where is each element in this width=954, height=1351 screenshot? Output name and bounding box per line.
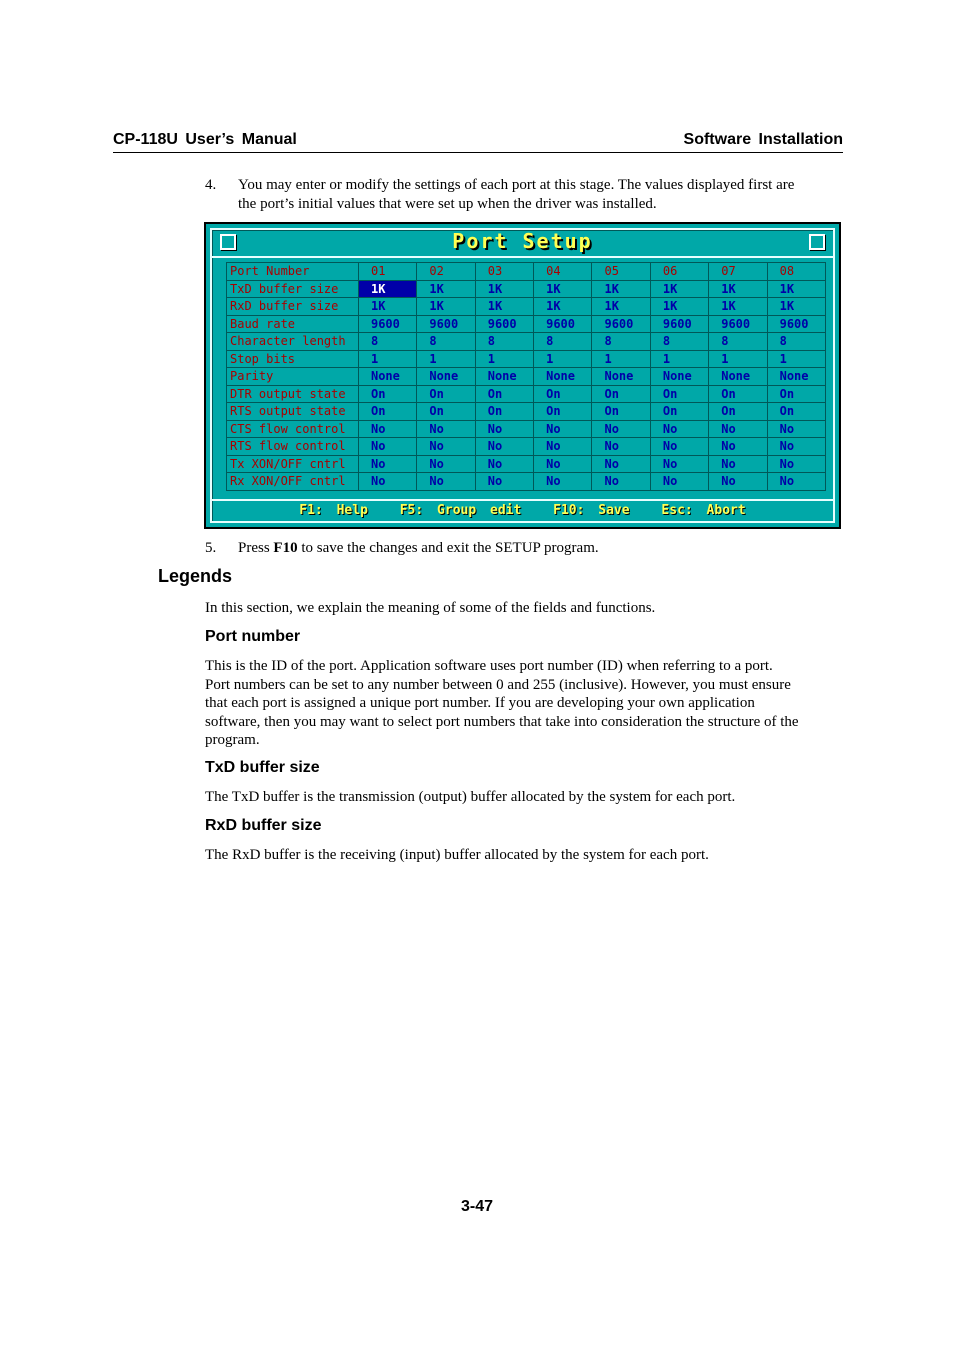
setting-value-cell[interactable]: 1K (534, 298, 592, 316)
settings-row (227, 403, 826, 421)
setting-value-cell[interactable]: 1 (709, 350, 767, 368)
step-text (238, 539, 599, 558)
setting-label: Character length (227, 333, 359, 351)
setting-value-cell[interactable]: No (534, 455, 592, 473)
port-number-text (205, 657, 845, 750)
rxd-text: The RxD buffer is the receiving (input) buffer allocated by the system for each port. (205, 847, 709, 863)
settings-row (227, 420, 826, 438)
setting-value-cell[interactable]: No (592, 420, 650, 438)
setting-value-cell[interactable]: No (534, 420, 592, 438)
key-abort[interactable]: Esc: Abort (661, 503, 746, 518)
setting-value-cell[interactable]: 9600 (417, 315, 475, 333)
settings-row (227, 385, 826, 403)
setting-value-cell[interactable]: 8 (709, 333, 767, 351)
function-key-bar (212, 499, 833, 523)
setting-value-cell[interactable]: No (709, 438, 767, 456)
port-number-cell: 06 (650, 263, 708, 281)
setting-label: RTS output state (227, 403, 359, 421)
setting-value-cell[interactable]: 1 (650, 350, 708, 368)
setting-value-cell[interactable]: No (475, 438, 533, 456)
setting-value-cell[interactable]: On (592, 385, 650, 403)
setting-value-cell[interactable]: 8 (592, 333, 650, 351)
setting-value-cell[interactable]: 8 (650, 333, 708, 351)
setting-value-cell[interactable]: 8 (475, 333, 533, 351)
settings-row (227, 280, 826, 298)
port-number-cell: 08 (767, 263, 825, 281)
setting-value-cell[interactable]: None (767, 368, 825, 386)
setting-value-cell[interactable]: No (534, 438, 592, 456)
setting-value-cell[interactable]: No (767, 438, 825, 456)
setting-value-cell[interactable]: No (417, 473, 475, 491)
setting-value-cell[interactable]: 9600 (767, 315, 825, 333)
setting-label: Baud rate (227, 315, 359, 333)
setting-value-cell[interactable]: No (767, 473, 825, 491)
setting-value-cell[interactable]: 1K (650, 298, 708, 316)
setting-value-cell[interactable]: No (475, 473, 533, 491)
setting-value-cell[interactable]: None (709, 368, 767, 386)
setting-value-cell[interactable]: No (417, 420, 475, 438)
text-line: This is the ID of the port. Application software uses port number (ID) when referring to a port. (205, 658, 773, 674)
manual-title: CP-118U User’s Manual (113, 131, 297, 148)
section-title: Software Installation (683, 131, 843, 148)
setting-value-cell[interactable]: None (534, 368, 592, 386)
setting-value-cell[interactable]: 9600 (709, 315, 767, 333)
text-line: Port numbers can be set to any number between 0 and 255 (inclusive). However, you must ensure (205, 676, 791, 693)
setting-value-cell[interactable]: On (417, 385, 475, 403)
setting-value-cell[interactable]: On (709, 403, 767, 421)
setting-value-cell[interactable]: No (475, 455, 533, 473)
settings-row (227, 298, 826, 316)
setting-value-cell[interactable]: No (358, 473, 416, 491)
settings-row (227, 350, 826, 368)
setting-label: Tx XON/OFF cntrl (227, 455, 359, 473)
setting-value-cell[interactable]: 1K (592, 298, 650, 316)
step-text-line1: You may enter or modify the settings of each port at this stage. The values displayed first are (238, 177, 795, 193)
setting-value-cell[interactable]: On (709, 385, 767, 403)
settings-row (227, 263, 826, 281)
setting-value-cell[interactable]: 1K (417, 280, 475, 298)
setting-value-cell[interactable]: 8 (767, 333, 825, 351)
settings-row (227, 368, 826, 386)
dos-title: Port Setup (452, 229, 593, 253)
text-line: that each port is assigned a unique port number. If you are developing your own application (205, 695, 755, 711)
setting-value-cell[interactable]: 8 (417, 333, 475, 351)
text-line: program. (205, 732, 260, 748)
setting-value-cell[interactable]: No (358, 455, 416, 473)
setting-value-cell[interactable]: 9600 (534, 315, 592, 333)
setting-label: TxD buffer size (227, 280, 359, 298)
setting-value-cell[interactable]: On (534, 403, 592, 421)
port-number-cell: 07 (709, 263, 767, 281)
legends-intro: In this section, we explain the meaning of some of the fields and functions. (205, 600, 656, 616)
setting-value-cell[interactable]: No (709, 420, 767, 438)
setting-value-cell[interactable]: 1 (592, 350, 650, 368)
key-help[interactable]: F1: Help (299, 503, 368, 518)
port-number-cell: 05 (592, 263, 650, 281)
step-suffix: to save the changes and exit the SETUP program. (297, 540, 599, 556)
setting-value-cell[interactable]: On (650, 403, 708, 421)
page-header (113, 130, 843, 153)
setting-value-cell[interactable]: 1K (534, 280, 592, 298)
setting-label: Parity (227, 368, 359, 386)
step-text-line2: the port’s initial values that were set up when the driver was installed. (238, 195, 657, 212)
port-settings-table (226, 262, 826, 491)
setting-value-cell[interactable]: On (358, 403, 416, 421)
setting-value-cell[interactable]: 8 (534, 333, 592, 351)
setting-value-cell[interactable]: None (417, 368, 475, 386)
port-number-cell: 02 (417, 263, 475, 281)
port-setup-screenshot (204, 222, 841, 529)
port-number-cell: 04 (534, 263, 592, 281)
setting-value-cell[interactable]: 1K (592, 280, 650, 298)
setting-value-cell[interactable]: No (709, 473, 767, 491)
setting-value-cell[interactable]: None (650, 368, 708, 386)
setting-value-cell[interactable]: 9600 (475, 315, 533, 333)
setting-label: Stop bits (227, 350, 359, 368)
setting-value-cell[interactable]: On (592, 403, 650, 421)
settings-row (227, 455, 826, 473)
setting-value-cell[interactable]: None (475, 368, 533, 386)
setting-value-cell[interactable]: 1K (417, 298, 475, 316)
setting-value-cell[interactable]: On (417, 403, 475, 421)
setting-label: RxD buffer size (227, 298, 359, 316)
setting-value-cell[interactable]: No (417, 438, 475, 456)
setting-value-cell[interactable]: None (592, 368, 650, 386)
setting-value-cell[interactable]: 1K (358, 280, 416, 298)
setting-value-cell[interactable]: 1K (709, 280, 767, 298)
settings-row (227, 315, 826, 333)
legends-heading: Legends (158, 566, 233, 586)
rxd-heading: RxD buffer size (205, 817, 322, 834)
setting-value-cell[interactable]: On (475, 385, 533, 403)
setting-value-cell[interactable]: No (650, 420, 708, 438)
setting-value-cell[interactable]: 1 (358, 350, 416, 368)
setting-value-cell[interactable]: 9600 (592, 315, 650, 333)
setting-label: DTR output state (227, 385, 359, 403)
setting-value-cell[interactable]: No (534, 473, 592, 491)
key-group-edit[interactable]: F5: Group edit (399, 503, 522, 518)
setting-value-cell[interactable]: 9600 (358, 315, 416, 333)
setting-value-cell[interactable]: 1K (650, 280, 708, 298)
setting-value-cell[interactable]: On (475, 403, 533, 421)
page-number: 3-47 (460, 1198, 494, 1215)
setting-value-cell[interactable]: 1 (475, 350, 533, 368)
setting-value-cell[interactable]: 1 (417, 350, 475, 368)
setting-value-cell[interactable]: 1 (534, 350, 592, 368)
setting-value-cell[interactable]: No (358, 420, 416, 438)
setting-value-cell[interactable]: No (417, 455, 475, 473)
setting-value-cell[interactable]: 9600 (650, 315, 708, 333)
setting-value-cell[interactable]: No (767, 420, 825, 438)
setting-value-cell[interactable]: No (650, 455, 708, 473)
setting-value-cell[interactable]: No (475, 420, 533, 438)
port-number-cell: 03 (475, 263, 533, 281)
setting-value-cell[interactable]: No (650, 438, 708, 456)
setting-value-cell[interactable]: 8 (358, 333, 416, 351)
maximize-icon[interactable] (809, 234, 825, 250)
setting-label: Rx XON/OFF cntrl (227, 473, 359, 491)
txd-heading: TxD buffer size (205, 759, 320, 776)
setting-value-cell[interactable]: On (767, 385, 825, 403)
setting-value-cell[interactable]: No (592, 455, 650, 473)
setting-value-cell[interactable]: On (534, 385, 592, 403)
port-number-cell: 01 (358, 263, 416, 281)
setting-label: Port Number (227, 263, 359, 281)
text-line: software, then you may want to select port numbers that take into consideration the structure of the (205, 713, 799, 730)
setting-value-cell[interactable]: 1K (767, 280, 825, 298)
setting-value-cell[interactable]: 1K (475, 298, 533, 316)
setting-value-cell[interactable]: No (767, 455, 825, 473)
port-number-heading: Port number (205, 628, 301, 645)
step-key: F10 (273, 540, 298, 556)
setting-value-cell[interactable]: 1K (767, 298, 825, 316)
step-prefix: Press (238, 540, 274, 556)
setting-value-cell[interactable]: On (650, 385, 708, 403)
step-number: 4. (205, 177, 217, 193)
setting-value-cell[interactable]: No (358, 438, 416, 456)
step-number: 5. (205, 540, 217, 556)
setting-value-cell[interactable]: No (592, 438, 650, 456)
setting-value-cell[interactable]: On (358, 385, 416, 403)
settings-row (227, 473, 826, 491)
setting-value-cell[interactable]: 1K (358, 298, 416, 316)
key-save[interactable]: F10: Save (553, 503, 630, 518)
setting-value-cell[interactable]: No (709, 455, 767, 473)
setting-value-cell[interactable]: 1K (475, 280, 533, 298)
dos-titlebar (212, 228, 833, 258)
settings-row (227, 438, 826, 456)
setting-value-cell[interactable]: 1 (767, 350, 825, 368)
setting-value-cell[interactable]: 1K (709, 298, 767, 316)
settings-row (227, 333, 826, 351)
setting-value-cell[interactable]: On (767, 403, 825, 421)
setting-value-cell[interactable]: No (592, 473, 650, 491)
setting-value-cell[interactable]: No (650, 473, 708, 491)
txd-text: The TxD buffer is the transmission (output) buffer allocated by the system for each port. (205, 789, 736, 805)
setting-value-cell[interactable]: None (358, 368, 416, 386)
setting-label: CTS flow control (227, 420, 359, 438)
setting-label: RTS flow control (227, 438, 359, 456)
